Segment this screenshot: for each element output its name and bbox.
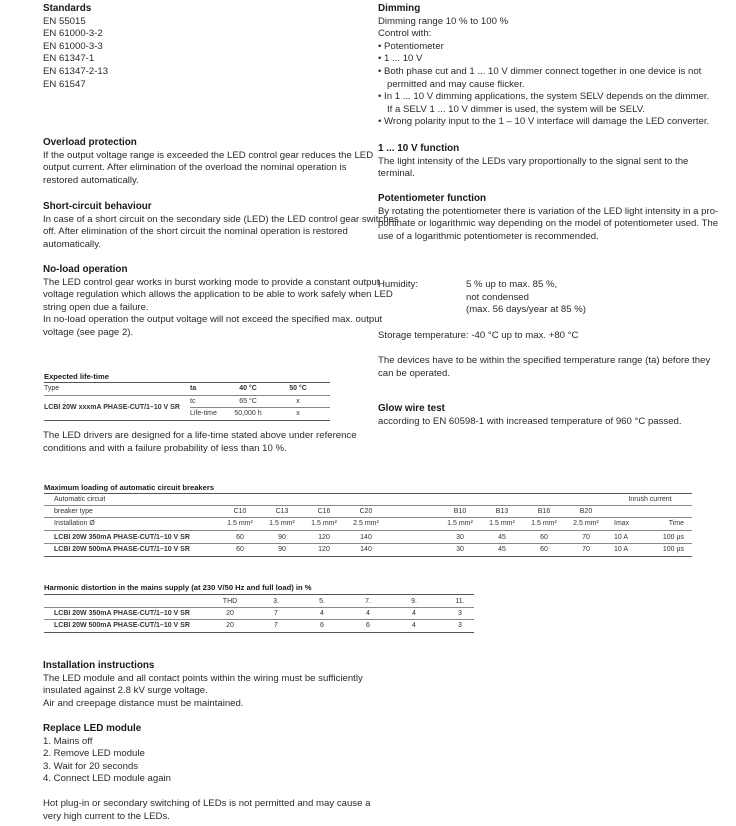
breaker-col: C16 [317, 508, 331, 515]
standards-section [43, 3, 108, 91]
harmonic-value: 20 [226, 622, 234, 629]
breaker-value: 70 [582, 534, 590, 541]
installation-size: 1.5 mm² [489, 520, 515, 527]
dimming-section [378, 3, 709, 129]
harmonic-value: 7 [274, 610, 278, 617]
harmonic-value: 4 [320, 610, 324, 617]
table-rule [44, 556, 692, 557]
breaker-value: 90 [278, 534, 286, 541]
harmonic-col: 5. [319, 598, 325, 605]
breaker-value: 60 [540, 534, 548, 541]
table-rule [44, 420, 330, 421]
time-header: Time [668, 520, 684, 527]
text-line: Air and creepage distance must be maintained. [43, 697, 244, 709]
text-line: portinate or logarithmic way depending on the model of potentiometer used. The [378, 218, 719, 230]
v-function-section [378, 143, 688, 181]
text-line: string open due a failure. [43, 301, 149, 313]
text-line: restored automatically. [43, 174, 139, 186]
breaker-row-name: LCBI 20W 500mA PHASE-CUT/1–10 V SR [54, 546, 190, 553]
harmonic-value: 6 [366, 622, 370, 629]
life-ta-header: ta [190, 385, 197, 392]
v-function-title: 1 ... 10 V function [378, 143, 460, 154]
breaker-col: B10 [453, 508, 467, 515]
glow-wire-section [378, 403, 682, 428]
harmonic-value: 4 [412, 622, 416, 629]
harmonic-value: 7 [274, 622, 278, 629]
installation-size: 1.5 mm² [311, 520, 337, 527]
text-line: terminal. [378, 168, 415, 180]
life-lifetime-40: 50,000 h [234, 410, 262, 417]
breaker-value: 90 [278, 546, 286, 553]
installation-size: 1.5 mm² [447, 520, 473, 527]
inrush-header: Inrush current [628, 496, 672, 503]
text-line: The light intensity of the LEDs vary proportionally to the signal sent to the [378, 155, 689, 167]
breakers-auto-header: Automatic circuit [54, 496, 106, 503]
dimming-title: Dimming [378, 3, 421, 14]
text-line: automatically. [43, 238, 101, 250]
life-table-title: Expected life-time [44, 372, 109, 381]
dimming-range: Dimming range 10 % to 100 % [378, 15, 509, 27]
life-tc-label: tc [190, 398, 196, 405]
replace-section [43, 723, 171, 786]
table-rule [44, 632, 474, 633]
installation-size: 1.5 mm² [269, 520, 295, 527]
installation-size: 2.5 mm² [353, 520, 379, 527]
bullet-item: • In 1 ... 10 V dimming applications, the system SELV depends on the dimmer. [378, 91, 709, 104]
time-value: 100 µs [662, 534, 684, 541]
bullet-item-cont: permitted and may cause flicker. [387, 78, 525, 90]
installation-section [43, 660, 363, 710]
text-line: can be operated. [378, 367, 451, 379]
text-line: conditions and with a failure probability of less than 10 %. [43, 442, 287, 454]
installation-size: 1.5 mm² [227, 520, 253, 527]
dimming-control: Control with: [378, 28, 432, 40]
hotplug-note [43, 798, 370, 823]
overload-section [43, 137, 373, 187]
harmonic-row-name: LCBI 20W 500mA PHASE-CUT/1–10 V SR [54, 622, 190, 629]
table-rule [44, 530, 692, 531]
breaker-value: 140 [360, 534, 372, 541]
table-rule [44, 395, 330, 396]
harmonic-value: 6 [320, 622, 324, 629]
table-rule [44, 493, 692, 494]
table-rule [44, 607, 474, 608]
standard-item: EN 61347-2-13 [43, 65, 109, 77]
harmonic-value: 4 [412, 610, 416, 617]
breaker-value: 70 [582, 546, 590, 553]
life-type-header: Type [44, 385, 60, 392]
table-rule [44, 619, 474, 620]
no-load-section [43, 264, 393, 340]
harmonic-col: 3. [273, 598, 279, 605]
table-rule [44, 594, 474, 595]
life-product: LCBI 20W xxxmA PHASE-CUT/1–10 V SR [44, 404, 180, 411]
life-lifetime-50: x [296, 410, 300, 417]
standard-item: EN 61000-3-3 [43, 40, 103, 52]
table-rule [44, 517, 692, 518]
breaker-col: C13 [275, 508, 289, 515]
breaker-col: C10 [233, 508, 247, 515]
installation-size: 2.5 mm² [573, 520, 599, 527]
bullet-item: • Both phase cut and 1 ... 10 V dimmer connect together in one device is not [378, 66, 709, 79]
breaker-value: 60 [236, 546, 244, 553]
breaker-value: 60 [236, 534, 244, 541]
text-line: In no-load operation the output voltage will not exceed the specified max. output [43, 314, 383, 326]
breaker-value: 60 [540, 546, 548, 553]
replace-title: Replace LED module [43, 723, 142, 734]
harmonic-col: 9. [411, 598, 417, 605]
life-50-header: 50 °C [289, 385, 307, 392]
text-line: The LED control gear works in burst working mode to provide a constant output [43, 276, 380, 288]
harmonic-col: THD [222, 598, 238, 605]
no-load-title: No-load operation [43, 264, 128, 275]
text-line: off. After elimination of the short circuit the nominal operation is restored [43, 226, 348, 238]
harmonic-col: 11. [455, 598, 465, 605]
standard-item: EN 61547 [43, 78, 86, 90]
text-line: use of a logarithmic potentiometer is recommended. [378, 230, 599, 242]
breaker-value: 30 [456, 534, 464, 541]
harmonic-value: 20 [226, 610, 234, 617]
table-rule [44, 382, 330, 383]
breaker-col: B20 [579, 508, 593, 515]
life-40-header: 40 °C [239, 385, 257, 392]
table-rule [44, 543, 692, 544]
life-lifetime-label: Life-time [190, 410, 217, 417]
bullet-item: • Wrong polarity input to the 1 – 10 V interface will damage the LED converter. [378, 116, 709, 129]
text-line: The LED module and all contact points within the wiring must be sufficiently [43, 672, 363, 684]
standard-item: EN 55015 [43, 15, 86, 27]
text-line: The devices have to be within the specified temperature range (ta) before they [378, 355, 711, 366]
text-line: The LED drivers are designed for a life-time stated above under reference [43, 430, 357, 441]
breaker-value: 45 [498, 534, 506, 541]
short-circuit-title: Short-circuit behaviour [43, 201, 152, 212]
short-circuit-section [43, 201, 399, 251]
breakers-table-title: Maximum loading of automatic circuit breakers [44, 483, 215, 492]
harmonic-col: 7. [365, 598, 371, 605]
potentiometer-title: Potentiometer function [378, 193, 487, 204]
imax-header: Imax [614, 520, 630, 527]
breaker-value: 120 [318, 546, 330, 553]
life-note [43, 430, 357, 455]
harmonic-value: 3 [458, 610, 462, 617]
glow-wire-title: Glow wire test [378, 403, 445, 414]
breaker-col: B13 [495, 508, 509, 515]
installation-title: Installation instructions [43, 660, 155, 671]
life-tc-40: 65 °C [239, 398, 257, 405]
text-line: not condensed [466, 291, 529, 303]
text-line: By rotating the potentiometer there is variation of the LED light intensity in a pro- [378, 205, 719, 217]
temperature-note [378, 355, 710, 380]
text-line: according to EN 60598-1 with increased temperature of 960 °C passed. [378, 415, 682, 427]
harmonic-table-title: Harmonic distortion in the mains supply (at 230 V/50 Hz and full load) in % [44, 583, 312, 592]
imax-value: 10 A [614, 534, 629, 541]
table-rule [44, 505, 692, 506]
life-tc-50: x [296, 398, 300, 405]
potentiometer-section [378, 193, 718, 243]
standard-item: EN 61347-1 [43, 53, 95, 65]
text-line: (max. 56 days/year at 85 %) [466, 304, 586, 316]
overload-title: Overload protection [43, 137, 137, 148]
breaker-col: B16 [537, 508, 551, 515]
humidity-values [466, 279, 586, 317]
breakers-type-header: breaker type [54, 508, 93, 515]
breaker-value: 140 [360, 546, 372, 553]
step-line: 4. Connect LED module again [43, 773, 171, 785]
installation-size: 1.5 mm² [531, 520, 557, 527]
text-line: voltage (see page 2). [43, 326, 134, 338]
standards-title: Standards [43, 3, 92, 14]
imax-value: 10 A [614, 546, 629, 553]
breakers-inst-header: Installation Ø [54, 520, 95, 527]
breaker-value: 30 [456, 546, 464, 553]
harmonic-value: 3 [458, 622, 462, 629]
breaker-row-name: LCBI 20W 350mA PHASE-CUT/1–10 V SR [54, 534, 190, 541]
breaker-value: 120 [318, 534, 330, 541]
text-line: If the output voltage range is exceeded the LED control gear reduces the LED [43, 149, 374, 161]
storage-temperature: Storage temperature: -40 °C up to max. +80 °C [378, 330, 579, 341]
step-line: 2. Remove LED module [43, 748, 145, 760]
humidity-label: Humidity: [378, 279, 418, 290]
time-value: 100 µs [662, 546, 684, 553]
text-line: very high current to the LEDs. [43, 810, 170, 822]
bullet-item-cont: If a SELV 1 ... 10 V dimmer is used, the system will be SELV. [387, 103, 645, 115]
text-line: 5 % up to max. 85 %, [466, 279, 558, 290]
text-line: output current. After elimination of the overload the nominal operation is [43, 162, 347, 174]
breaker-col: C20 [359, 508, 373, 515]
breaker-value: 45 [498, 546, 506, 553]
step-line: 3. Wait for 20 seconds [43, 760, 139, 772]
text-line: voltage regulation which allows the application to be able to work safely when LED [43, 289, 393, 301]
table-rule [190, 407, 330, 408]
text-line: In case of a short circuit on the secondary side (LED) the LED control gear switches [43, 213, 399, 225]
harmonic-value: 4 [366, 610, 370, 617]
text-line: Hot plug-in or secondary switching of LEDs is not permitted and may cause a [43, 798, 371, 809]
text-line: insulated against 2.8 kV surge voltage. [43, 685, 208, 697]
bullet-item: • Potentiometer [378, 41, 709, 54]
bullet-item: • 1 ... 10 V [378, 53, 709, 66]
step-line: 1. Mains off [43, 735, 93, 747]
standard-item: EN 61000-3-2 [43, 28, 103, 40]
harmonic-row-name: LCBI 20W 350mA PHASE-CUT/1–10 V SR [54, 610, 190, 617]
